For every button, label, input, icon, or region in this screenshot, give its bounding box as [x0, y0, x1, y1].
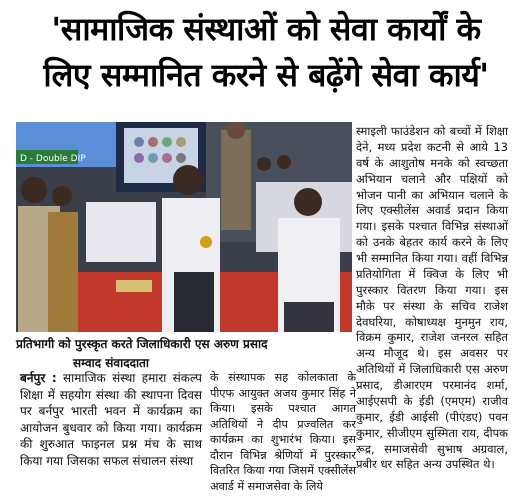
- headline-line-2: लिए सम्मानित करने से बढ़ेंगे सेवा कार्य': [43, 56, 489, 94]
- article-column-1: [20, 370, 202, 469]
- banner-text: D - Double DIP: [20, 154, 86, 164]
- news-photo: [16, 122, 352, 332]
- award-ceremony-photo: [16, 122, 352, 332]
- column-3-text: स्माइली फाउंडेशन को बच्चों में शिक्षा देने, मध्य प्रदेश कटनी से आये 13 वर्ष के आशुतोष मनके को स्वच्छता अभियान चलाने और पक्षियों को भोजन पानी का अभियान चलाने के लिए एक्सीलेंस अवार्ड प्रदान किया गया। इसके पश्चात विभिन्न संस्थाओं को उनके बेहतर कार्य करने के लिए भी सम्मानित किया गया। वहीं विभिन्न प्रतियोगिता में क्विज के लिए भी पुरस्कार वितरण किया गया। इस मौके पर संस्था के सचिव राजेश देवघरिया, कोषाध्यक्ष मुनमुन राय, विक्रम कुमार, राजेश जनरल सहित अन्य मौजूद थे। इस अवसर पर अतिथियों में जिलाधिकारी एस अरुण प्रसाद, डीआरएम परमानंद शर्मा, आईएसपी के ईडी (एमएम) राजीव कुमार, ईडी आईसी (पीएंडए) पवन कुमार, सीजीएम सुस्मिता राय, दीपक रूद्र, समाजसेवी सुभाष अग्रवाल, प्रबीर धर सहित अन्य उपस्थित थे।: [356, 124, 508, 472]
- headline: [12, 6, 520, 98]
- byline: सम्वाद संवाददाता: [72, 356, 150, 370]
- column-1-text: सामाजिक संस्था हमारा संकल्प शिक्षा में सहयोग संस्था की स्थापना दिवस पर बर्नपुर भारती भवन में कार्यक्रम का आयोजन बुधवार को किया गया। कार्यक्रम की शुरुआत फाइनल प्रश्न मंच के साथ किया गया जिसका सफल संचालन संस्था: [20, 371, 202, 468]
- article-column-3: [356, 124, 508, 473]
- article-column-2: [210, 370, 356, 494]
- photo-caption: प्रतिभागी को पुरस्कृत करते जिलाधिकारी एस अरुण प्रसाद: [16, 337, 268, 351]
- dateline: बर्नपुर :: [20, 371, 57, 385]
- headline-line-1: 'सामाजिक संस्थाओं को सेवा कार्यों के: [51, 10, 481, 48]
- column-2-text: के संस्थापक सह कोलकाता के पीएफ आयुक्त अजय कुमार सिंह ने किया। इसके पश्चात आगत अतिथियों ने दीप प्रज्वलित कर कार्यक्रम का शुभारंभ किया। इस दौरान विभिन्न श्रेणियों में पुरस्कार वितरित किया गया जिसमें एक्सीलेंस अवार्ड में समाजसेवा के लिये: [210, 371, 356, 493]
